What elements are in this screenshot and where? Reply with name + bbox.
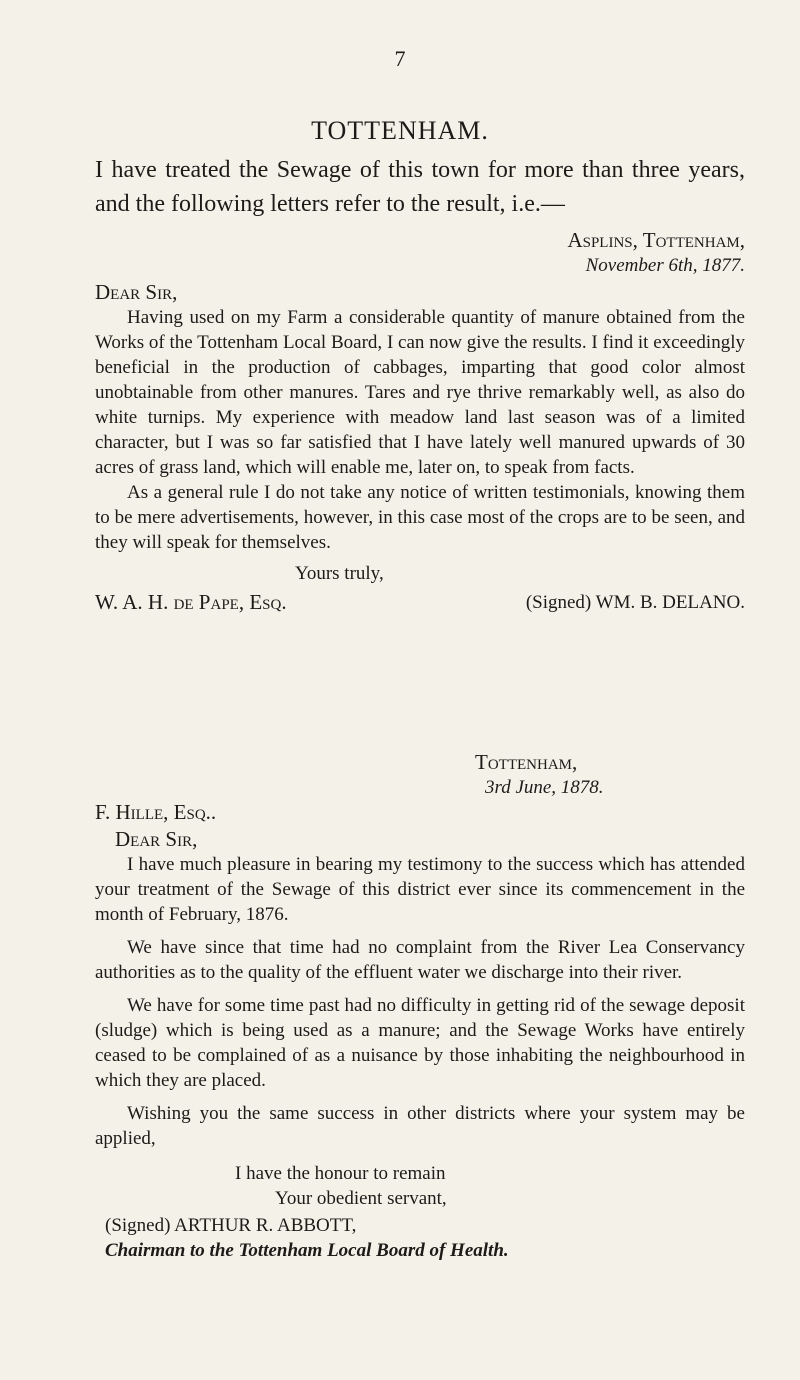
- letter2-salutation: Dear Sir,: [115, 827, 198, 851]
- letter2-address-block: [95, 750, 745, 800]
- letter1-paragraph-2: As a general rule I do not take any notice of written testimonials, knowing them to be mere advertisements, however, in this case most of the crops are to be seen, and they will speak for themselves.: [95, 482, 745, 553]
- letter2-paragraph-1: I have much pleasure in bearing my testimony to the success which has attended your treatment of the Sewage of this district ever since its commencement in the month of February, 1876.: [95, 854, 745, 925]
- letter1-paragraph-1: Having used on my Farm a considerable quantity of manure obtained from the Works of the Tottenham Local Board, I can now give the results. I find it exceedingly beneficial in the production of cabbages, imparting that good color almost unobtainable from other manures. Tares and rye thrive remarkably well, as also do white turnips. My experience with meadow land last season was of a limited character, but I was so far satisfied that I have lately well manured upwards of 30 acres of grass land, which will enable me, later on, to speak from facts.: [95, 307, 745, 478]
- letter1-signature-row: [95, 590, 745, 615]
- page-heading: TOTTENHAM.: [311, 116, 489, 145]
- letter2-signer-title: Chairman to the Tottenham Local Board of Health.: [105, 1240, 509, 1261]
- letter1-closing: Yours truly,: [295, 563, 384, 584]
- letter2-closing-2: Your obedient servant,: [275, 1188, 447, 1209]
- letter2-date: 3rd June, 1878.: [485, 777, 604, 798]
- letter1-salutation: Dear Sir,: [95, 280, 178, 304]
- letter1-signature: (Signed) WM. B. DELANO.: [525, 592, 745, 613]
- letter2-paragraph-2: We have since that time had no complaint from the River Lea Conservancy authorities as to the quality of the effluent water we discharge into their river.: [95, 937, 745, 983]
- page-number: 7: [394, 46, 406, 71]
- letter2-paragraph-3: We have for some time past had no difficulty in getting rid of the sewage deposit (sludge) which is being used as a manure; and the Sewage Works have entirely ceased to be complained of as a nuisance by those inhabiting the neighbourhood in which they are placed.: [95, 995, 745, 1091]
- letter1-addressee: W. A. H. de Pape, Esq.: [95, 590, 287, 614]
- intro-paragraph: [95, 153, 745, 221]
- letter2-paragraph-4: Wishing you the same success in other districts where your system may be applied,: [95, 1103, 745, 1149]
- letter2-place: Tottenham,: [475, 750, 578, 774]
- letter-abbott: [95, 750, 745, 1263]
- letter2-closing-1: I have the honour to remain: [235, 1163, 446, 1184]
- letter1-place: Asplins, Tottenham,: [567, 228, 745, 252]
- intro-text: I have treated the Sewage of this town for more than three years, and the following letters refer to the result, i.e.—: [95, 157, 745, 217]
- letter2-addressee: F. Hille, Esq..: [95, 800, 217, 824]
- letter2-signature: (Signed) ARTHUR R. ABBOTT,: [105, 1215, 357, 1236]
- letter-delano: [95, 228, 745, 615]
- letter1-date: November 6th, 1877.: [585, 255, 745, 276]
